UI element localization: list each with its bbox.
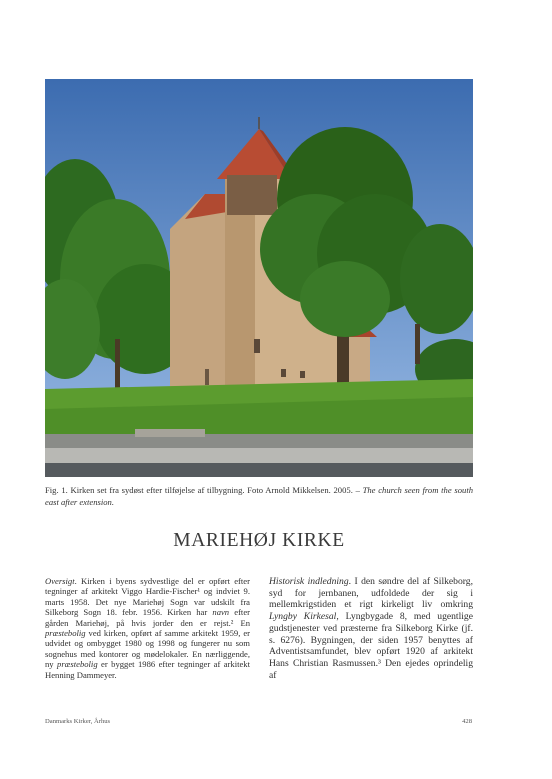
- text-span: efter gården Mariehøj, på hvis jorder den er rejst.² En: [45, 607, 250, 628]
- figure-caption: [45, 485, 473, 508]
- caption-danish: Fig. 1. Kirken set fra sydøst efter tilføjelse af tilbygning. Foto Arnold Mikkelsen. 2005. –: [45, 485, 363, 495]
- lead-word: Historisk indledning: [269, 576, 349, 587]
- text-span: , Lyngbygade 8, med ugentlige gudstjenester ved præsterne fra Silkeborg Kirke (jf. s. 6276). Bygningen, der siden 1957 benyttes af Adventistsamfundet, blev opført 1920 af arkitekt Hans Christian Rasmussen.³ Den ejedes oprindelig af: [269, 611, 473, 681]
- stone-wall: [45, 434, 473, 448]
- italic-term: navn: [212, 607, 230, 618]
- text-span: . Kirken i byens sydvestlige del er opført efter tegninger af arkitekt Viggo Hardie-Fischer¹ og indviet 9. marts 1958. Det nye Mariehøj Sogn var udskilt fra Silkeborg Sogn 18. febr. 1956. Kirken har: [45, 576, 250, 618]
- italic-term: præstebolig: [57, 659, 98, 670]
- text-span: . I den søndre del af Silkeborg, syd for jernbanen, udfoldede der sig i mellemkrigstiden et rigt kirkeligt liv omkring: [269, 576, 473, 611]
- church-illustration: [45, 79, 473, 477]
- page-number: 428: [462, 718, 472, 725]
- church-photo: [45, 79, 473, 477]
- page-title: MARIEHØJ KIRKE: [173, 530, 345, 551]
- right-column: [269, 576, 473, 681]
- lead-word: Oversigt: [45, 576, 75, 586]
- text-span: ved kirken, opført af samme arkitekt 1959, er udvidet og ombygget 1980 og 1998 og fungerer nu som sognehus med kontorer og mødelokaler. En nærliggende, ny: [45, 628, 250, 670]
- italic-term: præstebolig: [45, 628, 86, 639]
- paragraph-historisk: [269, 576, 473, 681]
- italic-term: Lyngby Kirkesal: [269, 611, 337, 623]
- text-span: er bygget 1986 efter tegninger af arkitekt Henning Dammeyer.: [45, 659, 250, 680]
- running-footer: Danmarks Kirker, Århus: [45, 718, 111, 725]
- caption-english: The church seen from the south east after extension.: [45, 485, 474, 507]
- left-column: [45, 576, 250, 680]
- paragraph-oversigt: [45, 576, 250, 680]
